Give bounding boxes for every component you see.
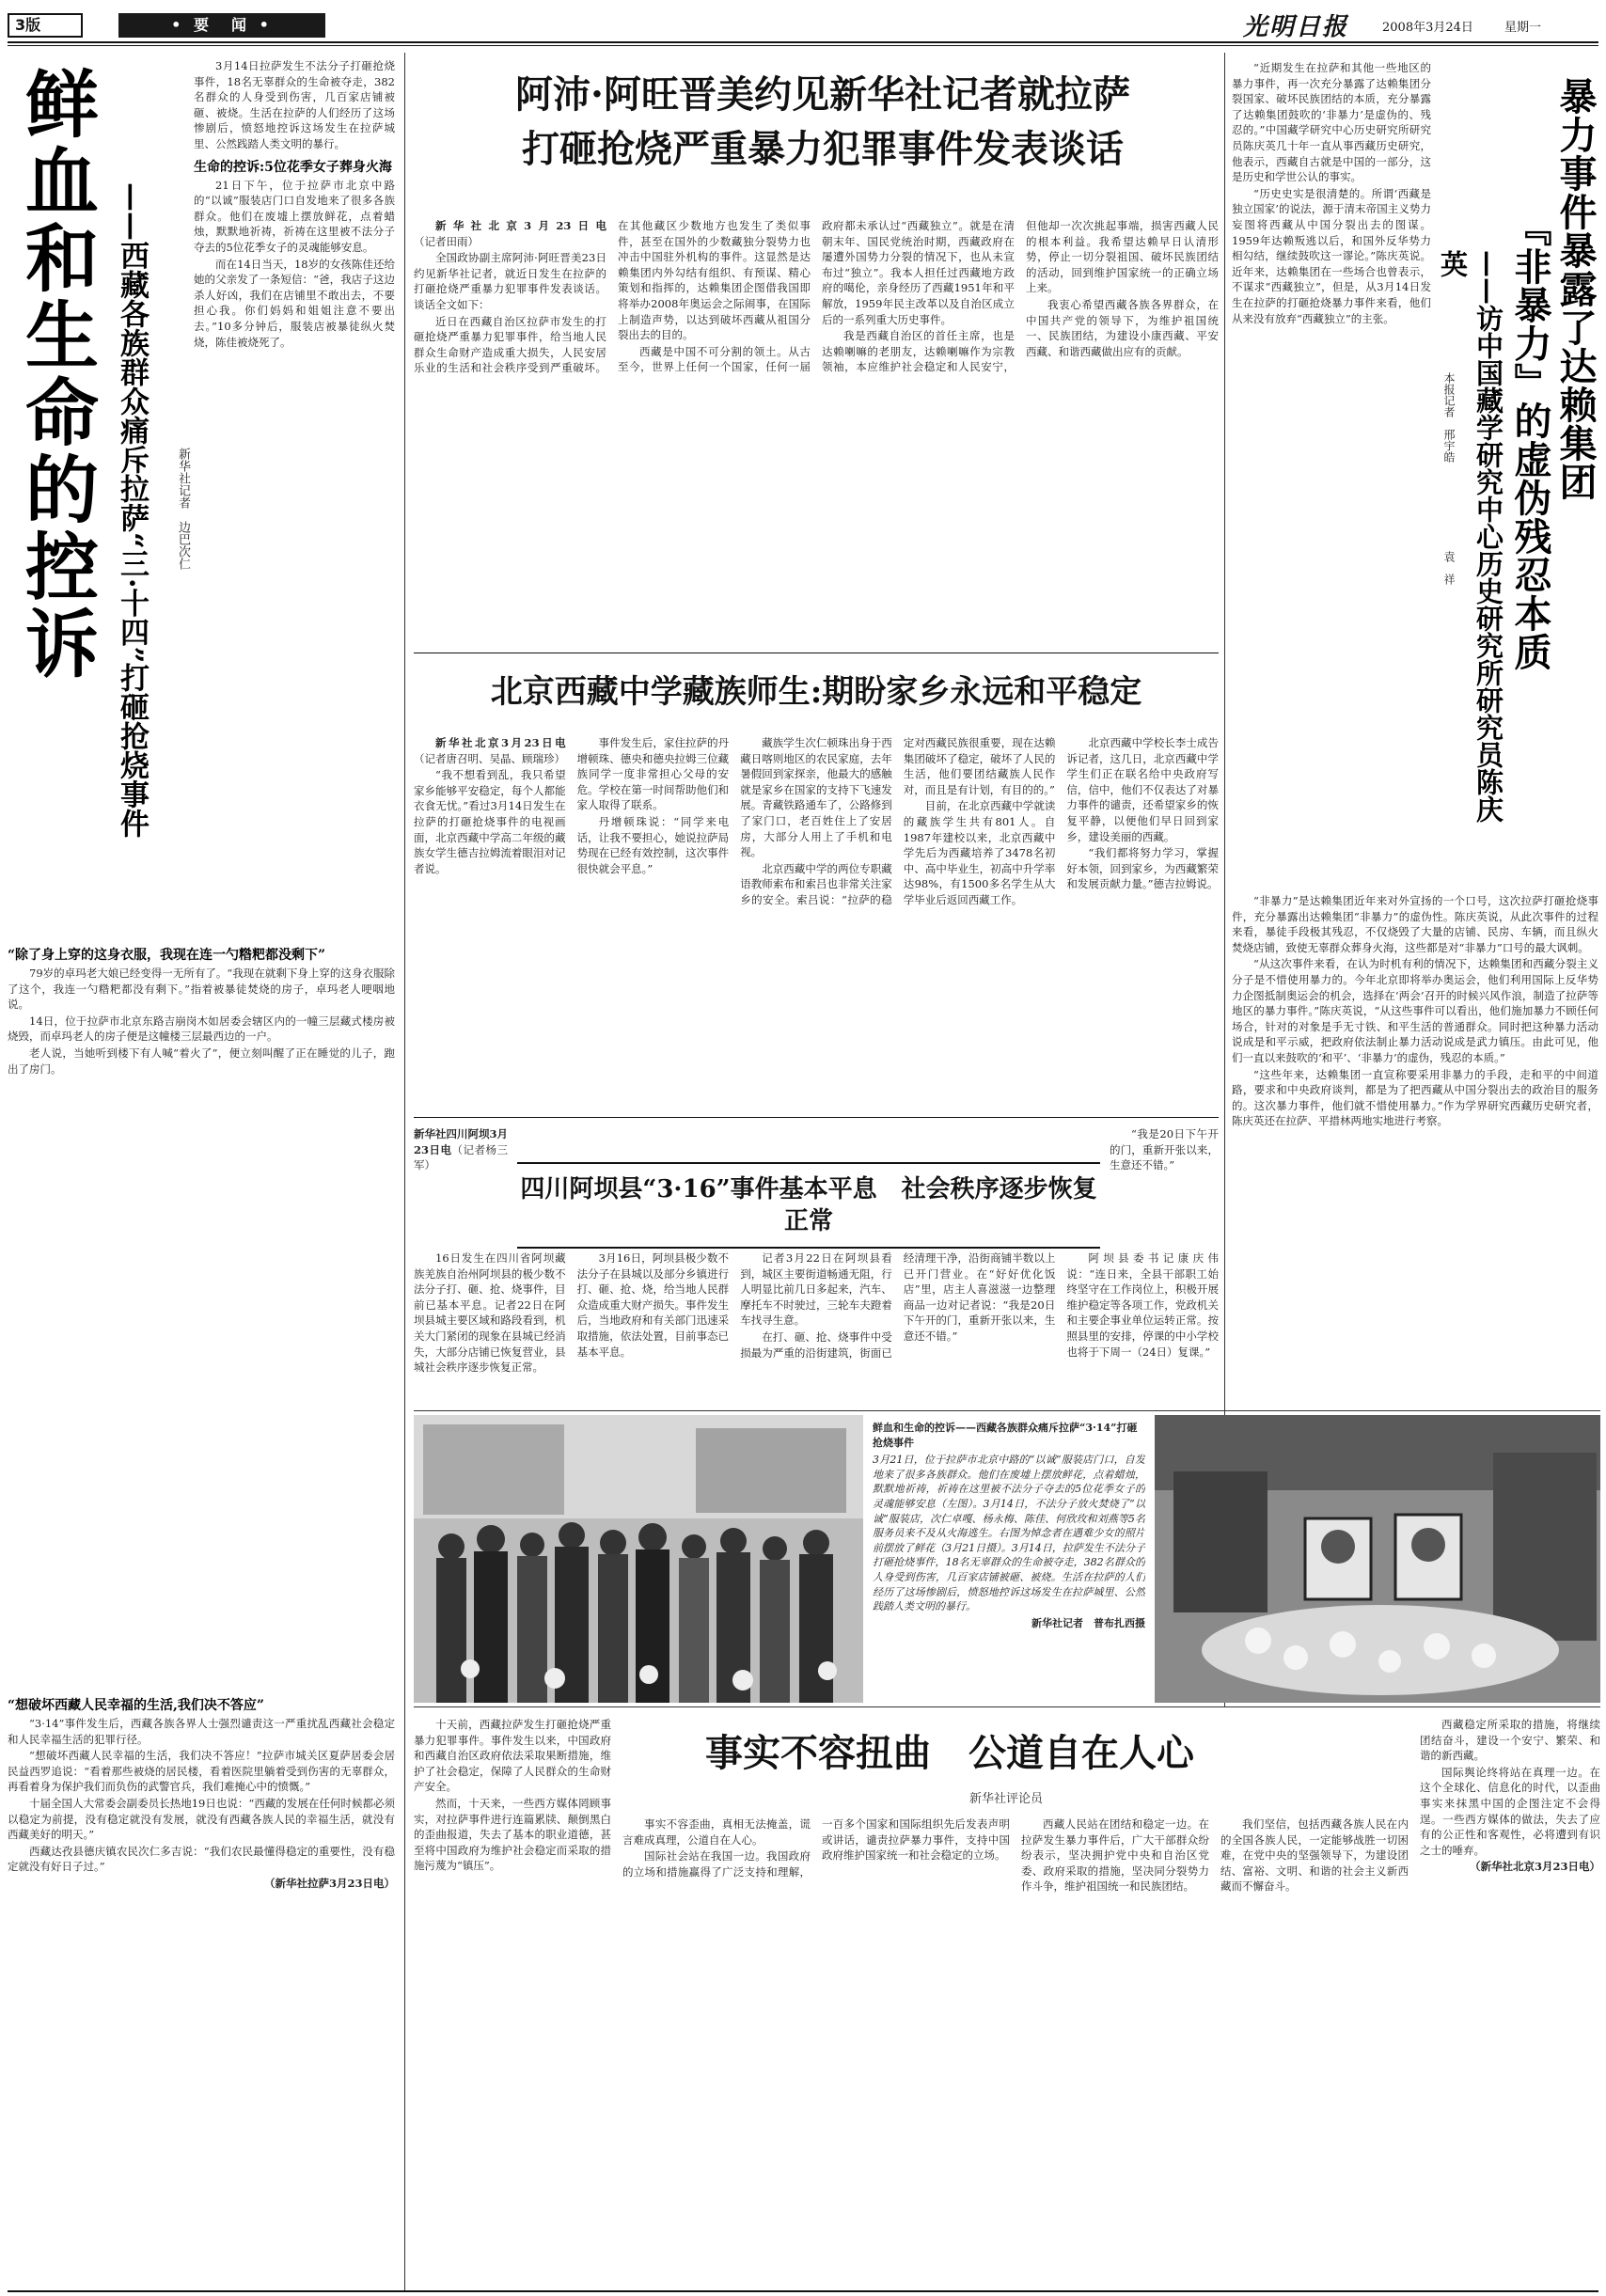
commentary-tail-paragraph: 西藏稳定所采取的措施，将继续团结奋斗，建设一个安宁、繁荣、和谐的新西藏。 [1420, 1718, 1600, 1763]
sichuan-paragraph: 16日发生在四川省阿坝藏族羌族自治州阿坝县的极少数不法分子打、砸、抢、烧事件，目前已基本平息。记者22日在阿坝县城主要区域和路段看到，机关大门紧闭的现象在县城已经消失，大部分店铺已恢复营业，县城社会秩序逐步恢复正常。 [414, 1251, 566, 1375]
sichuan-article-dateline-text [414, 1126, 508, 1173]
sichuan-paragraph: 3月16日，阿坝县极少数不法分子在县城以及部分乡镇进行打、砸、抢、烧，给当地人民群众造成重大财产损失。事件发生后，当地政府和有关部门迅速采取措施，依法处置，目前事态已基本平息。 [576, 1251, 730, 1359]
issue-weekday: 星期一 [1504, 21, 1542, 35]
left-subhead-1: 生命的控诉:5位花季女子葬身火海 [194, 159, 392, 175]
right-paragraph: “从这次事件来看，在认为时机有利的情况下，达赖集团和西藏分裂主义分子是不惜使用暴力的。今年北京即将举办奥运会，他们利用国际上反华势力企图抵制奥运会的机会，选择在‘两会’召开的时候兴风作浪，制造了拉萨等地区的暴力事件。”陈庆英说，“从这些事件可以看出，他们施加暴力不顾任何场合，针对的对象是手无寸铁、和平生活的普通群众。同时把这种暴力活动说成是和平示威，把政府依法制止暴力活动说成是武力镇压。由此可见，他们一直以来鼓吹的‘和平’、‘非暴力’的虚伪，残忍的本质。” [1232, 957, 1598, 1064]
middle-article [414, 658, 1219, 1109]
left-article-subtitle: ——西藏各族群众痛斥拉萨“三·十四”打砸抢烧事件 [115, 182, 149, 839]
middle-paragraph: 北京西藏中学的两位专职藏语教师索布和索吕也非常关注家乡的安全。索吕说：“拉萨的稳定对西藏民族很重要，现在达赖集团破坏了稳定，破坏了人民的生活，他们要团结藏族人民作对，而且是有计划，有目的的。” [740, 736, 1056, 906]
top-paragraph: 西藏是中国不可分割的领土。从古至今，世界上任何一个国家，任何一届政府都未承认过“西藏独立”。就是在清朝末年、国民党统治时期，西藏政府在屡遭外国势力分裂的情况下，也从未宣布过“独立”。我本人担任过西藏地方政府的噶伦，亲身经历了西藏1951年和平解放，1959年民主改革以及自治区成立后的一系列重大历史事件。 [618, 219, 1015, 374]
sichuan-tail-paragraph: “我是20日下午开的门，重新开张以来，生意还不错。” [1110, 1127, 1219, 1172]
sichuan-article-top-rule [414, 1117, 1219, 1118]
middle-paragraph: “我们都将努力学习，掌握好本领，回到家乡，为西藏繁荣和发展贡献力量。”德吉拉姆说。 [1066, 846, 1219, 891]
top-article-reporter: （记者田雨） [414, 234, 479, 248]
section-dot-right: • [259, 16, 273, 34]
right-article-subtitle: ——访中国藏学研究中心历史研究所研究员陈庆英 [1437, 250, 1504, 823]
commentary-byline: 新华社评论员 [968, 1792, 1043, 1806]
middle-article-dateline-label: 新华社北京3月23日电 [435, 736, 566, 749]
sichuan-article-reporters: （记者杨三军） [414, 1142, 508, 1172]
right-paragraph: “历史史实是很清楚的。所谓‘西藏是独立国家’的说法，源于清末帝国主义势力妄图将西藏从中国分裂出去的图谋。1959年达赖叛逃以后，和国外反华势力相勾结，继续鼓吹这一谬论。”陈庆英说。近年来，达赖集团在一些场合也曾表示，不谋求“西藏独立”，但是，从3月14日发生在拉萨的打砸抢烧暴力事件来看，他们从来没有放弃“西藏独立”的主张。 [1232, 186, 1431, 325]
left-paragraph: 21日下午，位于拉萨市北京中路的“以诚”服装店门口自发地来了很多各族群众。他们在废墟上摆放鲜花，点着蜡烛，默默地祈祷，祈祷在这里被不法分子夺去的5位花季女子的灵魂能够安息。 [194, 178, 395, 254]
left-paragraph: 西藏达孜县德庆镇农民次仁多吉说：“我们农民最懂得稳定的重要性，没有稳定就没有好日子过。” [8, 1844, 395, 1874]
left-paragraph: 14日，位于拉萨市北京东路吉崩岗木如居委会辖区内的一幢三层藏式楼房被烧毁，而卓玛老人的房子便是这幢楼三层最西边的一户。 [8, 1014, 395, 1044]
page-number-box [8, 13, 83, 38]
left-column-divider [404, 53, 405, 2290]
sichuan-article-body [414, 1250, 1219, 1399]
commentary-tail [1420, 1717, 1600, 2285]
sichuan-paragraph: 在打、砸、抢、烧事件中受损最为严重的沿街建筑，街面已经清理干净，沿街商铺半数以上已开门营业。在“好好优化饭店”里，店主人喜滋滋一边整理商品一边对记者说：“我是20日下午开的门，重新开张以来，生意还不错。” [740, 1251, 1056, 1360]
top-article-title-2: 打砸抢烧严重暴力犯罪事件发表谈话 [522, 127, 1124, 171]
commentary-tail-paragraph: 国际舆论终将站在真理一边。在这个全球化、信息化的时代，以歪曲事实来抹黑中国的企图注定不会得逞。一些西方媒体的做法，失去了应有的公正性和客观性，必将遭到有识之士的唾弃。 [1420, 1765, 1600, 1857]
issue-date: 2008年3月24日 [1382, 21, 1473, 35]
middle-paragraph: 事件发生后，家住拉萨的丹增顿珠、德央和德央拉姆三位藏族同学一度非常担心父母的安危。学校在第一时间帮助他们和家人取得了联系。 [576, 736, 730, 812]
right-paragraph: “近期发生在拉萨和其他一些地区的暴力事件，再一次充分暴露了达赖集团分裂国家、破坏民族团结的本质，充分暴露了达赖集团鼓吹的‘非暴力’是虚伪的、残忍的。”中国藏学研究中心历史研究所研究员陈庆英几十年一直从事西藏历史研究，他表示，西藏自古就是中国的一部分，这是历史和学世公认的事实。 [1232, 61, 1431, 184]
right-paragraph: “这些年来，达赖集团一直宣称要采用非暴力的手段，走和平的中间道路，要求和中央政府谈判，都是为了把西藏从中国分裂出去的政治目的服务的。这次暴力事件，他们就不惜使用暴力。”作为学界研究西藏历史研究者，陈庆英还在拉萨、平措林两地实地进行考察。 [1232, 1067, 1598, 1128]
left-article-bottom [8, 1691, 395, 2273]
top-article [414, 53, 1219, 645]
left-article [8, 53, 401, 2290]
left-paragraph: “3·14”事件发生后，西藏各族各界人士强烈谴责这一严重扰乱西藏社会稳定和人民幸福生活的犯罪行径。 [8, 1717, 395, 1746]
left-article-lead [194, 58, 395, 933]
right-article-byline-1: 本报记者 邢宇皓 [1442, 372, 1456, 463]
left-article-middle [8, 940, 395, 1683]
commentary-title: 事实不容扭曲 公道自在人心 [705, 1731, 1194, 1775]
commentary-source: （新华社北京3月23日电） [1469, 1860, 1600, 1874]
right-article-byline-2: 袁 祥 [1442, 551, 1456, 585]
right-article-title-1: 暴力事件暴露了达赖集团 [1553, 77, 1598, 501]
section-name: 要 闻 [193, 16, 250, 34]
photo-caption-title: 鲜血和生命的控诉——西藏各族群众痛斥拉萨“3·14”打砸抢烧事件 [873, 1422, 1138, 1449]
sichuan-article-dateline-label: 新华社四川阿坝3月23日电 [414, 1127, 508, 1156]
commentary-lead [414, 1717, 611, 2285]
middle-paragraph: 藏族学生次仁顿珠出身于西藏日喀则地区的农民家庭，去年暑假回到家探亲，他最大的感触就是家乡在国家的支持下飞速发展。青藏铁路通车了，公路修到了家门口，老百姓住上了安居房，大部分人用上了手机和电视。 [740, 736, 892, 859]
left-article-source: （新华社拉萨3月23日电） [263, 1876, 395, 1890]
top-paragraph: 近日在西藏自治区拉萨市发生的打砸抢烧严重暴力犯罪事件，给当地人民群众生命财产造成重大损失，人民安居乐业的生活和社会秩序受到严重破坏。在其他藏区少数地方也发生了类似事件，甚至在国外的少数藏独分裂势力也冲击中国驻外机构的事件。这显然是达赖集团内外勾结有组织、有预谋、精心策划和指挥的，达赖集团企图借我国即将举办2008年奥运会之际闹事，在国际上制造声势，以达到破坏西藏从祖国分裂出去的目的。 [414, 219, 811, 375]
middle-article-body [414, 735, 1219, 1104]
left-paragraph: 十届全国人大常委会副委员长热地19日也说：“西藏的发展在任何时候都必须以稳定为前提，没有稳定就没有发展，就没有西藏各族人民的幸福生活，就没有西藏美好的明天。” [8, 1796, 395, 1842]
right-article-title-2: 『非暴力』的虚伪残忍本质 [1508, 209, 1552, 671]
commentary-paragraph: 我们坚信，包括西藏各族人民在内的全国各族人民，一定能够战胜一切困难，在党中央的坚强领导下，为建设团结、富裕、文明、和谐的社会主义新西藏而不懈奋斗。 [1220, 1817, 1409, 1894]
top-paragraph: 我是西藏自治区的首任主席，也是达赖喇嘛的老朋友，达赖喇嘛作为宗教领袖，本应维护社会稳定和人民安宁，但他却一次次挑起事端，损害西藏人民的根本利益。我希望达赖早日认清形势，停止一切分裂祖国、破坏民族团结的活动，回到维护国家统一的正确立场上来。 [822, 219, 1219, 374]
page-unit: 版 [25, 16, 41, 34]
middle-article-reporters: （记者唐召明、吴晶、顾瑞珍） [414, 751, 565, 765]
top-paragraph: 我衷心希望西藏各族各界群众，在中国共产党的领导下，为维护祖国统一、民族团结，为建设小康西藏、平安西藏、和谐西藏做出应有的贡献。 [1026, 297, 1219, 358]
middle-article-title: 北京西藏中学藏族师生:期盼家乡永远和平稳定 [490, 673, 1142, 711]
page-bottom-rule [8, 2290, 1598, 2292]
photo-caption [873, 1421, 1145, 1699]
top-article-body [414, 218, 1219, 639]
sichuan-paragraph: 记者3月22日在阿坝县看到，城区主要街道畅通无阻，行人明显比前几日多起来，汽车、摩托车不时驶过，三轮车夫蹬着车找寻生意。 [740, 1251, 892, 1328]
sichuan-article-tail [1110, 1126, 1219, 1245]
left-paragraph: 而在14日当天，18岁的女孩陈佳还给她的父亲发了一条短信：“爸，我店子这边杀人好凶，我们在店铺里不敢出去，不要担心我。你们妈妈和姐姐注意不要出去。”10多分钟后，服装店被暴徒纵火焚烧，陈佳被烧死了。 [194, 257, 395, 349]
section-dot-left: • [171, 16, 185, 34]
commentary-paragraph: 十天前，西藏拉萨发生打砸抢烧严重暴力犯罪事件。事件发生以来，中国政府和西藏自治区政府依法采取果断措施，维护了社会稳定，保障了人民群众的生命财产安全。 [414, 1718, 611, 1794]
left-subhead-3: “想破坏西藏人民幸福的生活,我们决不答应” [8, 1698, 264, 1713]
commentary-body [622, 1816, 1409, 2285]
photo-memorial [1155, 1415, 1600, 1703]
masthead-rule-thin [8, 45, 1598, 46]
commentary-paragraph: 西藏人民站在团结和稳定一边。在拉萨发生暴力事件后，广大干部群众纷纷表示，坚决拥护党中央和自治区党委、政府采取的措施，坚决同分裂势力作斗争，维护祖国统一和民族团结。 [1021, 1817, 1209, 1894]
left-paragraph: 老人说，当她听到楼下有人喊“着火了”，便立刻叫醒了正在睡觉的儿子，跑出了房门。 [8, 1046, 395, 1076]
photo-mourners [414, 1415, 863, 1703]
photo-credit: 新华社记者 普布扎西摄 [1031, 1616, 1145, 1629]
left-article-title: 鲜血和生命的控诉 [13, 66, 99, 683]
middle-paragraph: 北京西藏中学校长李士成告诉记者，这几日，北京西藏中学学生们正在联名给中央政府写信，信中，他们不仅表达了对暴力事件的谴责，还希望家乡的恢复平静，以便他们早日回到家乡，建设美丽的西藏。 [1066, 736, 1219, 843]
top-article-dateline [414, 218, 606, 249]
top-article-title-1: 阿沛·阿旺晋美约见新华社记者就拉萨 [515, 72, 1130, 117]
commentary-paragraph: 事实不容歪曲，真相无法掩盖，谎言难成真理，公道自在人心。 [622, 1817, 811, 1847]
left-paragraph: 79岁的卓玛老大娘已经变得一无所有了。“我现在就剩下身上穿的这身衣服除了这个，我连一勺糌粑都没有剩下。”指着被暴徒焚烧的房子，卓玛老人哽咽地说。 [8, 967, 395, 1012]
sichuan-article-title: 四川阿坝县“3·16”事件基本平息 社会秩序逐步恢复正常 [517, 1162, 1100, 1249]
commentary-paragraph: 国际社会站在我国一边。我国政府的立场和措施赢得了广泛支持和理解，一百多个国家和国际组织先后发表声明或讲话，谴责拉萨暴力事件，支持中国政府维护国家统一和社会稳定的立场。 [622, 1817, 1010, 1879]
middle-article-dateline [414, 735, 566, 766]
photo-caption-text: 3月21日，位于拉萨市北京中路的“以诚”服装店门口，自发地来了很多各族群众。他们在废墟上摆放鲜花，点着蜡烛，默默地祈祷，祈祷在这里被不法分子夺去的5位花季女子的灵魂能够安息（左图）。3月14日，不法分子放火焚烧了“以诚”服装店，次仁卓嘎、杨永梅、陈佳、何欣玫和刘燕等5名服务员来不及从火海逃生。右图为悼念者在遇难少女的照片前摆放了鲜花（3月21日摄）。3月14日，拉萨发生不法分子打砸抢烧事件，18名无辜群众的生命被夺走，382名群众的人身受到伤害，几百家店铺被砸、被烧。生活在拉萨的人们经历了这场惨剧后，愤怒地控诉这场发生在拉萨城里、公然践踏人类文明的暴行。 [873, 1454, 1145, 1613]
middle-paragraph: 目前，在北京西藏中学就读的藏族学生共有801人。自1987年建校以来，北京西藏中学先后为西藏培养了3478名初中、高中毕业生，初高中升学率达98%，有1500多名学生从大学毕业后返回西藏工作。 [903, 799, 1056, 906]
masthead [0, 0, 1606, 43]
left-lead-paragraph: 3月14日拉萨发生不法分子打砸抢烧事件，18名无辜群众的生命被夺走，382名群众的人身受到伤害，几百家店铺被砸、被烧。生活在拉萨的人们经历了这场惨剧后，愤怒地控诉这场发生在拉萨城里、公然践踏人类文明的暴行。 [194, 59, 395, 150]
top-article-dateline-label: 新华社北京3月23日电 [435, 219, 606, 232]
sichuan-article-dateline [414, 1126, 508, 1249]
page-number: 3 [15, 16, 26, 34]
top-paragraph: 全国政协副主席阿沛·阿旺晋美23日约见新华社记者，就近日发生在拉萨的打砸抢烧严重暴力犯罪事件发表谈话。谈话全文如下： [414, 251, 606, 311]
commentary-paragraph: 然而，十天来，一些西方媒体罔顾事实，对拉萨事件进行连篇累牍、颠倒黑白的歪曲报道，失去了基本的职业道德，甚至将中国政府为维护社会稳定而采取的措施污蔑为“镇压”。 [414, 1796, 611, 1873]
middle-paragraph: “我不想看到乱，我只希望家乡能够平安稳定，每个人都能衣食无忧。”看过3月14日发生在拉萨的打砸抢烧事件的电视画面，北京西藏中学高二年级的藏族女学生德吉拉姆流着眼泪对记者说。 [414, 768, 566, 875]
section-label [118, 13, 325, 38]
left-paragraph: “想破坏西藏人民幸福的生活，我们决不答应！”拉萨市城关区夏萨居委会居民益西罗追说：“看着那些被烧的居民楼，看着医院里躺着受到伤害的无辜群众，再看着身为保护我们而负伤的武警官兵，我们难掩心中的愤慨。” [8, 1749, 395, 1794]
left-article-byline: 新华社记者 边巴次仁 [176, 448, 190, 570]
left-subhead-2: “除了身上穿的这身衣服，我现在连一勺糌粑都没剩下” [8, 948, 326, 963]
photo-block [414, 1410, 1600, 1707]
paper-name: 光明日报 [1243, 13, 1349, 41]
right-article-lead [1232, 60, 1431, 886]
middle-paragraph: 丹增顿珠说：“同学来电话，让我不要担心，她说拉萨局势现在已经有效控制，这次事件很快就会平息。” [576, 814, 730, 875]
masthead-rule [8, 41, 1598, 43]
right-paragraph: “非暴力”是达赖集团近年来对外宣扬的一个口号，这次拉萨打砸抢烧事件，充分暴露出达赖集团“非暴力”的虚伪性。陈庆英说，从此次事件的过程来看，暴徒手段极其残忍，不仅烧毁了大量的店铺、民房、车辆，而且纵火焚烧店铺，致使无辜群众葬身火海，这些都是对“非暴力”口号的最大讽刺。 [1232, 894, 1598, 954]
sichuan-article [414, 1123, 1219, 1405]
commentary [414, 1713, 1600, 2290]
sichuan-paragraph: 阿坝县委书记康庆伟说：“连日来，全县干部职工始终坚守在工作岗位上，积极开展维护稳定等各项工作，党政机关和主要企事业单位运转正常。按照县里的安排，停课的中小学校也将于下周一（24日）复课。” [1066, 1251, 1219, 1359]
